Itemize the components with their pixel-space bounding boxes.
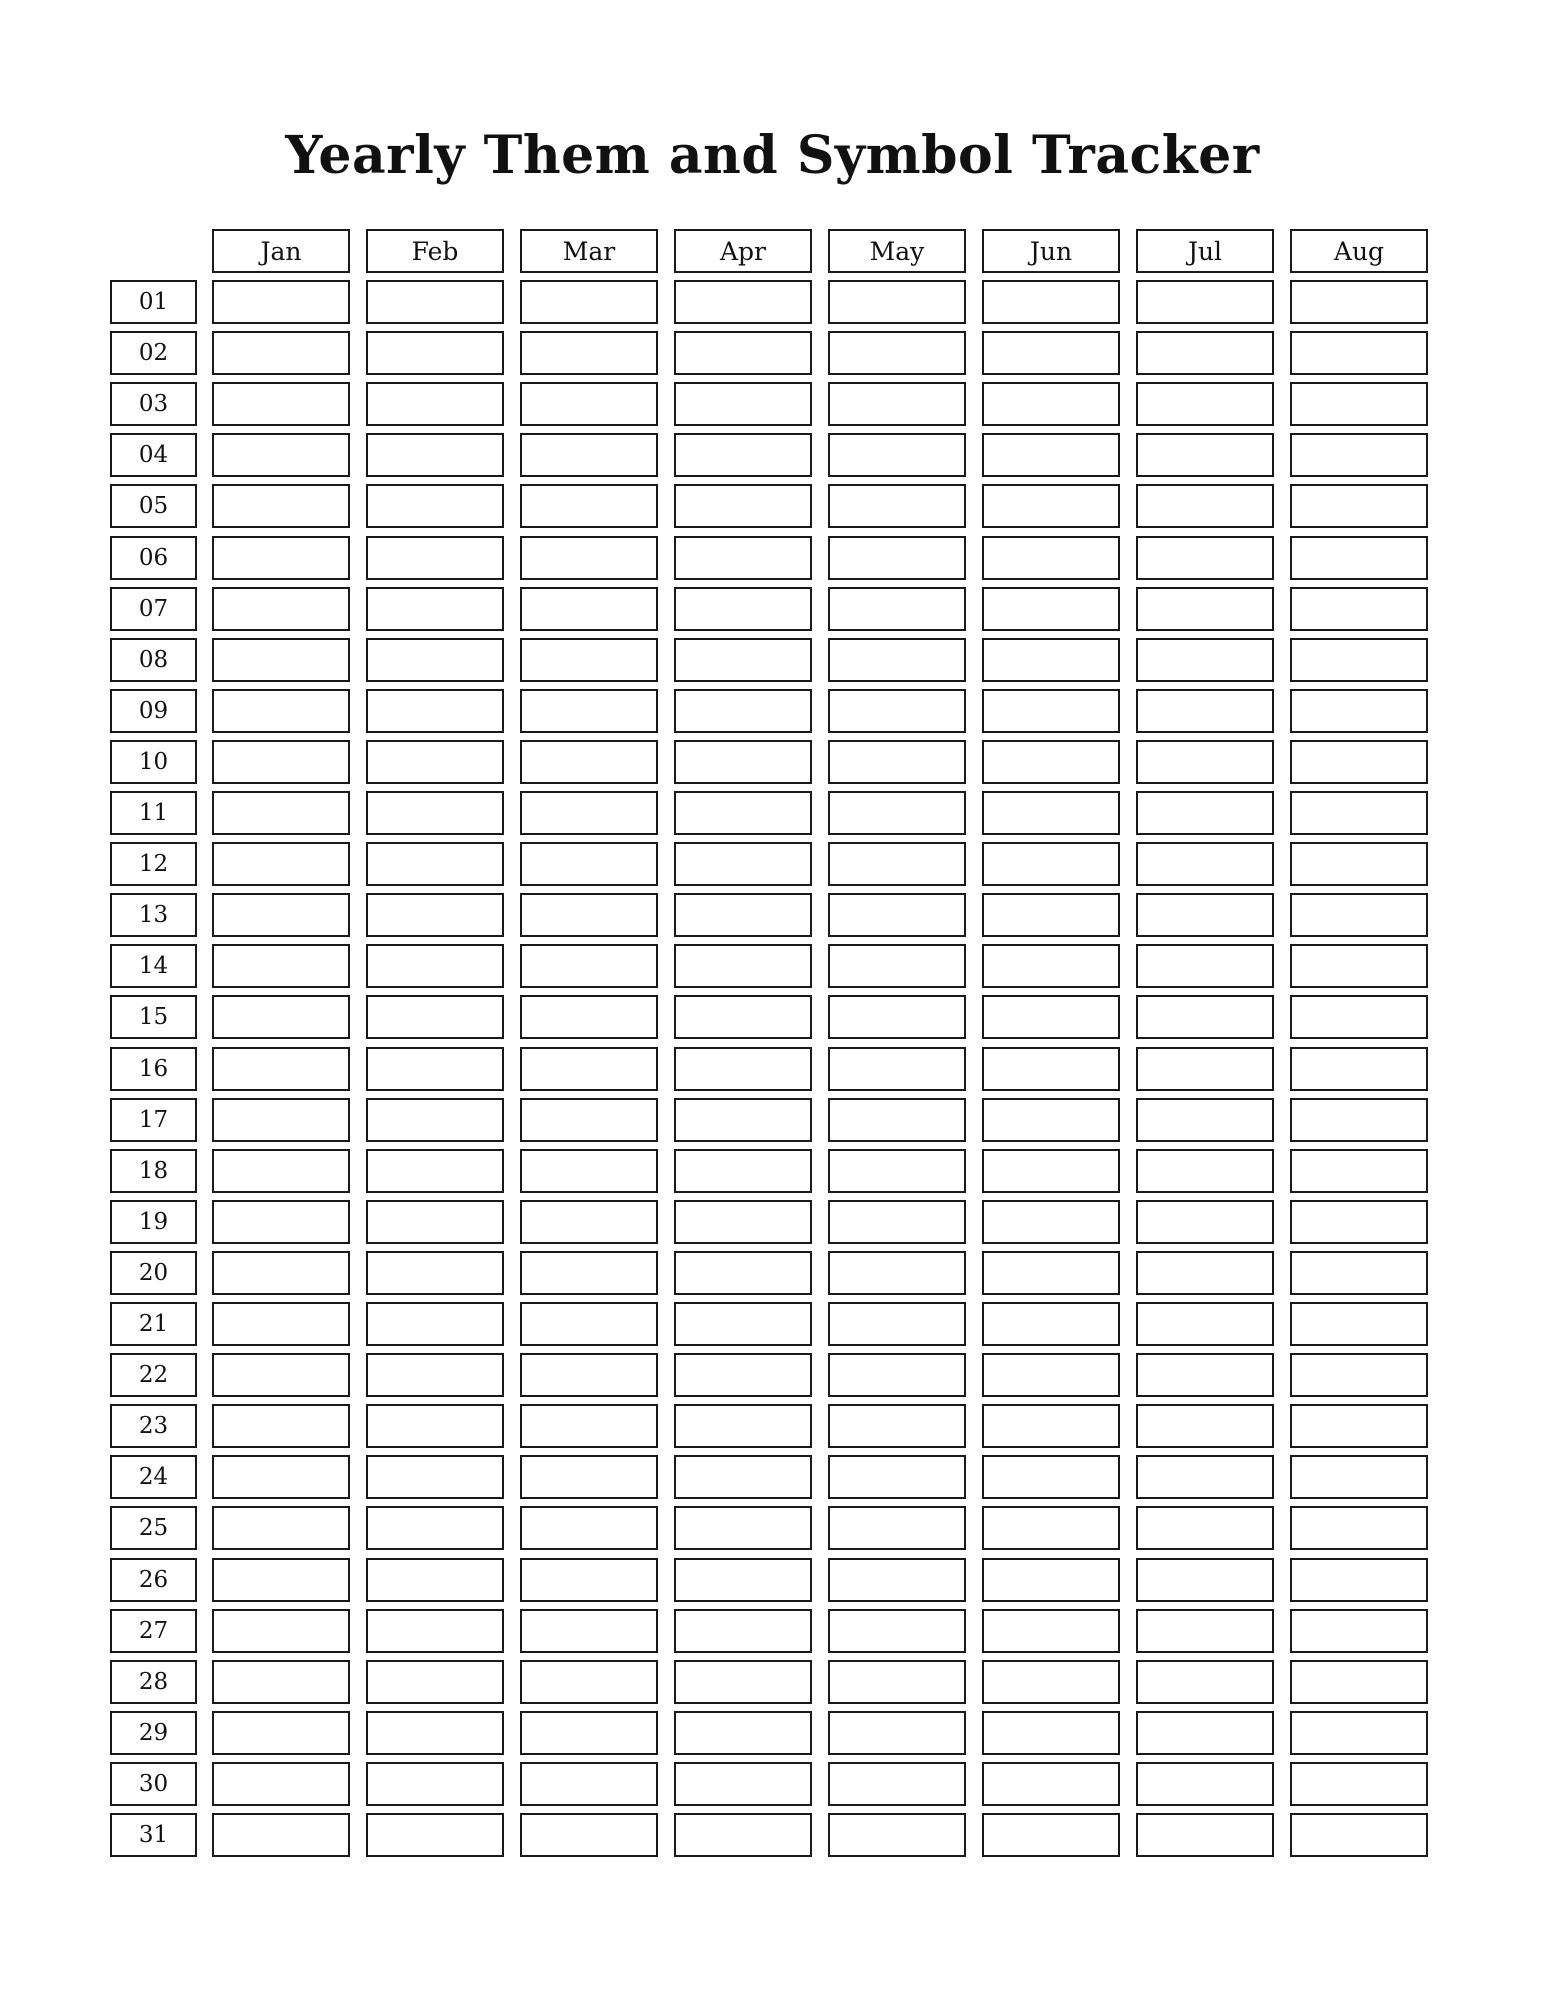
- tracker-cell-feb-13[interactable]: [366, 893, 504, 937]
- day-label-09: 09: [110, 689, 197, 733]
- tracker-cell-jan-17[interactable]: [212, 1098, 350, 1142]
- tracker-cell-aug-19[interactable]: [1290, 1200, 1428, 1244]
- tracker-cell-jun-16[interactable]: [982, 1047, 1120, 1091]
- tracker-cell-mar-27[interactable]: [520, 1609, 658, 1653]
- tracker-cell-jun-14[interactable]: [982, 944, 1120, 988]
- tracker-cell-feb-14[interactable]: [366, 944, 504, 988]
- tracker-cell-jul-18[interactable]: [1136, 1149, 1274, 1193]
- tracker-cell-mar-17[interactable]: [520, 1098, 658, 1142]
- tracker-cell-jan-15[interactable]: [212, 995, 350, 1039]
- tracker-cell-may-23[interactable]: [828, 1404, 966, 1448]
- tracker-cell-apr-22[interactable]: [674, 1353, 812, 1397]
- tracker-cell-feb-31[interactable]: [366, 1813, 504, 1857]
- tracker-cell-jun-25[interactable]: [982, 1506, 1120, 1550]
- day-label-23: 23: [110, 1404, 197, 1448]
- month-header-jul: Jul: [1136, 229, 1274, 273]
- tracker-cell-apr-23[interactable]: [674, 1404, 812, 1448]
- tracker-cell-may-26[interactable]: [828, 1558, 966, 1602]
- tracker-cell-jul-07[interactable]: [1136, 587, 1274, 631]
- tracker-cell-feb-27[interactable]: [366, 1609, 504, 1653]
- tracker-cell-may-04[interactable]: [828, 433, 966, 477]
- tracker-cell-mar-25[interactable]: [520, 1506, 658, 1550]
- tracker-cell-aug-08[interactable]: [1290, 638, 1428, 682]
- tracker-cell-apr-29[interactable]: [674, 1711, 812, 1755]
- tracker-cell-apr-17[interactable]: [674, 1098, 812, 1142]
- day-label-07: 07: [110, 587, 197, 631]
- tracker-cell-feb-07[interactable]: [366, 587, 504, 631]
- tracker-cell-feb-05[interactable]: [366, 484, 504, 528]
- tracker-cell-apr-14[interactable]: [674, 944, 812, 988]
- tracker-cell-jul-20[interactable]: [1136, 1251, 1274, 1295]
- tracker-cell-mar-13[interactable]: [520, 893, 658, 937]
- day-label-17: 17: [110, 1098, 197, 1142]
- tracker-cell-jun-08[interactable]: [982, 638, 1120, 682]
- tracker-cell-jun-12[interactable]: [982, 842, 1120, 886]
- tracker-cell-aug-28[interactable]: [1290, 1660, 1428, 1704]
- tracker-cell-apr-11[interactable]: [674, 791, 812, 835]
- tracker-cell-jun-26[interactable]: [982, 1558, 1120, 1602]
- tracker-cell-jul-08[interactable]: [1136, 638, 1274, 682]
- tracker-cell-jan-01[interactable]: [212, 280, 350, 324]
- tracker-cell-jun-03[interactable]: [982, 382, 1120, 426]
- tracker-cell-apr-18[interactable]: [674, 1149, 812, 1193]
- day-label-26: 26: [110, 1558, 197, 1602]
- tracker-cell-jan-23[interactable]: [212, 1404, 350, 1448]
- day-label-25: 25: [110, 1506, 197, 1550]
- tracker-cell-mar-02[interactable]: [520, 331, 658, 375]
- day-label-03: 03: [110, 382, 197, 426]
- day-label-20: 20: [110, 1251, 197, 1295]
- tracker-cell-feb-16[interactable]: [366, 1047, 504, 1091]
- tracker-cell-may-13[interactable]: [828, 893, 966, 937]
- tracker-cell-feb-29[interactable]: [366, 1711, 504, 1755]
- tracker-cell-aug-06[interactable]: [1290, 536, 1428, 580]
- tracker-cell-jul-06[interactable]: [1136, 536, 1274, 580]
- day-label-13: 13: [110, 893, 197, 937]
- tracker-cell-may-20[interactable]: [828, 1251, 966, 1295]
- tracker-cell-may-29[interactable]: [828, 1711, 966, 1755]
- tracker-cell-feb-30[interactable]: [366, 1762, 504, 1806]
- tracker-cell-jul-22[interactable]: [1136, 1353, 1274, 1397]
- tracker-cell-aug-30[interactable]: [1290, 1762, 1428, 1806]
- tracker-cell-jul-29[interactable]: [1136, 1711, 1274, 1755]
- tracker-cell-mar-18[interactable]: [520, 1149, 658, 1193]
- tracker-cell-aug-13[interactable]: [1290, 893, 1428, 937]
- tracker-cell-apr-09[interactable]: [674, 689, 812, 733]
- tracker-cell-may-01[interactable]: [828, 280, 966, 324]
- day-label-14: 14: [110, 944, 197, 988]
- tracker-cell-jun-05[interactable]: [982, 484, 1120, 528]
- tracker-cell-may-07[interactable]: [828, 587, 966, 631]
- tracker-cell-apr-20[interactable]: [674, 1251, 812, 1295]
- tracker-cell-jul-03[interactable]: [1136, 382, 1274, 426]
- day-label-04: 04: [110, 433, 197, 477]
- tracker-cell-jan-24[interactable]: [212, 1455, 350, 1499]
- tracker-cell-mar-15[interactable]: [520, 995, 658, 1039]
- tracker-cell-jan-04[interactable]: [212, 433, 350, 477]
- tracker-cell-apr-24[interactable]: [674, 1455, 812, 1499]
- tracker-cell-mar-10[interactable]: [520, 740, 658, 784]
- tracker-cell-apr-04[interactable]: [674, 433, 812, 477]
- tracker-cell-may-24[interactable]: [828, 1455, 966, 1499]
- tracker-cell-jan-22[interactable]: [212, 1353, 350, 1397]
- tracker-cell-mar-23[interactable]: [520, 1404, 658, 1448]
- tracker-cell-jul-09[interactable]: [1136, 689, 1274, 733]
- tracker-cell-aug-10[interactable]: [1290, 740, 1428, 784]
- tracker-cell-aug-02[interactable]: [1290, 331, 1428, 375]
- tracker-cell-apr-01[interactable]: [674, 280, 812, 324]
- tracker-cell-jul-30[interactable]: [1136, 1762, 1274, 1806]
- tracker-cell-aug-20[interactable]: [1290, 1251, 1428, 1295]
- tracker-cell-jun-09[interactable]: [982, 689, 1120, 733]
- tracker-cell-apr-31[interactable]: [674, 1813, 812, 1857]
- tracker-cell-jun-02[interactable]: [982, 331, 1120, 375]
- tracker-cell-jan-06[interactable]: [212, 536, 350, 580]
- tracker-cell-jul-31[interactable]: [1136, 1813, 1274, 1857]
- tracker-cell-mar-26[interactable]: [520, 1558, 658, 1602]
- tracker-cell-may-02[interactable]: [828, 331, 966, 375]
- tracker-cell-aug-22[interactable]: [1290, 1353, 1428, 1397]
- tracker-cell-jul-27[interactable]: [1136, 1609, 1274, 1653]
- tracker-cell-apr-03[interactable]: [674, 382, 812, 426]
- tracker-cell-feb-19[interactable]: [366, 1200, 504, 1244]
- tracker-cell-may-09[interactable]: [828, 689, 966, 733]
- tracker-cell-aug-15[interactable]: [1290, 995, 1428, 1039]
- tracker-cell-mar-03[interactable]: [520, 382, 658, 426]
- month-header-feb: Feb: [366, 229, 504, 273]
- tracker-cell-jul-13[interactable]: [1136, 893, 1274, 937]
- day-label-05: 05: [110, 484, 197, 528]
- day-label-19: 19: [110, 1200, 197, 1244]
- tracker-cell-jan-31[interactable]: [212, 1813, 350, 1857]
- tracker-cell-apr-19[interactable]: [674, 1200, 812, 1244]
- day-label-30: 30: [110, 1762, 197, 1806]
- day-label-16: 16: [110, 1047, 197, 1091]
- day-label-22: 22: [110, 1353, 197, 1397]
- tracker-cell-apr-30[interactable]: [674, 1762, 812, 1806]
- tracker-cell-may-28[interactable]: [828, 1660, 966, 1704]
- tracker-cell-aug-18[interactable]: [1290, 1149, 1428, 1193]
- tracker-cell-aug-12[interactable]: [1290, 842, 1428, 886]
- day-label-29: 29: [110, 1711, 197, 1755]
- tracker-cell-jan-26[interactable]: [212, 1558, 350, 1602]
- tracker-cell-feb-10[interactable]: [366, 740, 504, 784]
- tracker-cell-jun-30[interactable]: [982, 1762, 1120, 1806]
- tracker-cell-apr-27[interactable]: [674, 1609, 812, 1653]
- month-header-may: May: [828, 229, 966, 273]
- day-label-06: 06: [110, 536, 197, 580]
- tracker-cell-feb-03[interactable]: [366, 382, 504, 426]
- day-label-10: 10: [110, 740, 197, 784]
- tracker-cell-jan-28[interactable]: [212, 1660, 350, 1704]
- tracker-cell-may-16[interactable]: [828, 1047, 966, 1091]
- tracker-cell-jun-20[interactable]: [982, 1251, 1120, 1295]
- tracker-cell-may-31[interactable]: [828, 1813, 966, 1857]
- tracker-cell-jul-01[interactable]: [1136, 280, 1274, 324]
- tracker-cell-jun-29[interactable]: [982, 1711, 1120, 1755]
- tracker-cell-aug-24[interactable]: [1290, 1455, 1428, 1499]
- tracker-cell-jul-02[interactable]: [1136, 331, 1274, 375]
- month-header-jun: Jun: [982, 229, 1120, 273]
- tracker-cell-jan-02[interactable]: [212, 331, 350, 375]
- tracker-cell-mar-05[interactable]: [520, 484, 658, 528]
- month-header-jan: Jan: [212, 229, 350, 273]
- tracker-cell-jul-11[interactable]: [1136, 791, 1274, 835]
- tracker-cell-apr-08[interactable]: [674, 638, 812, 682]
- tracker-cell-mar-29[interactable]: [520, 1711, 658, 1755]
- tracker-cell-mar-30[interactable]: [520, 1762, 658, 1806]
- tracker-cell-mar-01[interactable]: [520, 280, 658, 324]
- tracker-cell-mar-21[interactable]: [520, 1302, 658, 1346]
- tracker-cell-feb-23[interactable]: [366, 1404, 504, 1448]
- tracker-cell-jun-06[interactable]: [982, 536, 1120, 580]
- tracker-cell-jan-07[interactable]: [212, 587, 350, 631]
- tracker-cell-jan-18[interactable]: [212, 1149, 350, 1193]
- tracker-cell-aug-01[interactable]: [1290, 280, 1428, 324]
- tracker-cell-aug-27[interactable]: [1290, 1609, 1428, 1653]
- tracker-cell-jun-23[interactable]: [982, 1404, 1120, 1448]
- tracker-cell-feb-28[interactable]: [366, 1660, 504, 1704]
- tracker-cell-apr-15[interactable]: [674, 995, 812, 1039]
- tracker-cell-feb-17[interactable]: [366, 1098, 504, 1142]
- day-label-11: 11: [110, 791, 197, 835]
- tracker-cell-mar-09[interactable]: [520, 689, 658, 733]
- tracker-cell-mar-06[interactable]: [520, 536, 658, 580]
- tracker-cell-apr-25[interactable]: [674, 1506, 812, 1550]
- tracker-cell-jun-19[interactable]: [982, 1200, 1120, 1244]
- tracker-cell-jan-25[interactable]: [212, 1506, 350, 1550]
- tracker-cell-jan-29[interactable]: [212, 1711, 350, 1755]
- tracker-cell-apr-07[interactable]: [674, 587, 812, 631]
- tracker-cell-feb-24[interactable]: [366, 1455, 504, 1499]
- tracker-cell-feb-26[interactable]: [366, 1558, 504, 1602]
- tracker-cell-jul-19[interactable]: [1136, 1200, 1274, 1244]
- tracker-cell-feb-08[interactable]: [366, 638, 504, 682]
- tracker-cell-jan-13[interactable]: [212, 893, 350, 937]
- tracker-cell-may-03[interactable]: [828, 382, 966, 426]
- tracker-cell-jul-26[interactable]: [1136, 1558, 1274, 1602]
- tracker-cell-may-10[interactable]: [828, 740, 966, 784]
- tracker-cell-may-06[interactable]: [828, 536, 966, 580]
- tracker-cell-feb-02[interactable]: [366, 331, 504, 375]
- tracker-cell-jul-15[interactable]: [1136, 995, 1274, 1039]
- tracker-cell-jun-07[interactable]: [982, 587, 1120, 631]
- day-label-24: 24: [110, 1455, 197, 1499]
- tracker-cell-jan-10[interactable]: [212, 740, 350, 784]
- tracker-cell-jan-16[interactable]: [212, 1047, 350, 1091]
- day-label-01: 01: [110, 280, 197, 324]
- day-label-12: 12: [110, 842, 197, 886]
- tracker-cell-jun-01[interactable]: [982, 280, 1120, 324]
- day-label-18: 18: [110, 1149, 197, 1193]
- tracker-cell-feb-22[interactable]: [366, 1353, 504, 1397]
- tracker-cell-aug-25[interactable]: [1290, 1506, 1428, 1550]
- tracker-cell-mar-12[interactable]: [520, 842, 658, 886]
- tracker-cell-aug-07[interactable]: [1290, 587, 1428, 631]
- tracker-cell-aug-11[interactable]: [1290, 791, 1428, 835]
- tracker-cell-apr-06[interactable]: [674, 536, 812, 580]
- tracker-cell-aug-04[interactable]: [1290, 433, 1428, 477]
- tracker-cell-aug-09[interactable]: [1290, 689, 1428, 733]
- tracker-cell-may-27[interactable]: [828, 1609, 966, 1653]
- tracker-cell-mar-07[interactable]: [520, 587, 658, 631]
- tracker-cell-mar-04[interactable]: [520, 433, 658, 477]
- tracker-cell-jan-03[interactable]: [212, 382, 350, 426]
- tracker-cell-aug-26[interactable]: [1290, 1558, 1428, 1602]
- tracker-cell-jun-31[interactable]: [982, 1813, 1120, 1857]
- tracker-cell-jul-14[interactable]: [1136, 944, 1274, 988]
- tracker-cell-may-05[interactable]: [828, 484, 966, 528]
- tracker-cell-feb-01[interactable]: [366, 280, 504, 324]
- tracker-cell-apr-26[interactable]: [674, 1558, 812, 1602]
- tracker-cell-mar-16[interactable]: [520, 1047, 658, 1091]
- tracker-cell-jun-18[interactable]: [982, 1149, 1120, 1193]
- tracker-cell-apr-13[interactable]: [674, 893, 812, 937]
- tracker-cell-mar-11[interactable]: [520, 791, 658, 835]
- tracker-cell-feb-15[interactable]: [366, 995, 504, 1039]
- tracker-cell-aug-05[interactable]: [1290, 484, 1428, 528]
- tracker-cell-jun-15[interactable]: [982, 995, 1120, 1039]
- tracker-cell-feb-11[interactable]: [366, 791, 504, 835]
- tracker-cell-aug-03[interactable]: [1290, 382, 1428, 426]
- tracker-cell-jun-27[interactable]: [982, 1609, 1120, 1653]
- month-header-aug: Aug: [1290, 229, 1428, 273]
- tracker-cell-jun-17[interactable]: [982, 1098, 1120, 1142]
- tracker-cell-mar-24[interactable]: [520, 1455, 658, 1499]
- tracker-cell-may-30[interactable]: [828, 1762, 966, 1806]
- day-label-28: 28: [110, 1660, 197, 1704]
- tracker-cell-aug-17[interactable]: [1290, 1098, 1428, 1142]
- tracker-cell-feb-06[interactable]: [366, 536, 504, 580]
- tracker-cell-may-21[interactable]: [828, 1302, 966, 1346]
- tracker-cell-apr-02[interactable]: [674, 331, 812, 375]
- tracker-cell-may-11[interactable]: [828, 791, 966, 835]
- tracker-cell-jan-09[interactable]: [212, 689, 350, 733]
- tracker-cell-may-22[interactable]: [828, 1353, 966, 1397]
- tracker-cell-aug-14[interactable]: [1290, 944, 1428, 988]
- day-label-27: 27: [110, 1609, 197, 1653]
- tracker-cell-jul-17[interactable]: [1136, 1098, 1274, 1142]
- tracker-cell-jan-19[interactable]: [212, 1200, 350, 1244]
- tracker-cell-jun-11[interactable]: [982, 791, 1120, 835]
- tracker-cell-feb-04[interactable]: [366, 433, 504, 477]
- tracker-cell-feb-18[interactable]: [366, 1149, 504, 1193]
- tracker-cell-jul-25[interactable]: [1136, 1506, 1274, 1550]
- month-header-apr: Apr: [674, 229, 812, 273]
- tracker-cell-mar-20[interactable]: [520, 1251, 658, 1295]
- tracker-cell-jan-14[interactable]: [212, 944, 350, 988]
- tracker-cell-apr-12[interactable]: [674, 842, 812, 886]
- tracker-cell-jun-21[interactable]: [982, 1302, 1120, 1346]
- day-label-02: 02: [110, 331, 197, 375]
- tracker-cell-jun-04[interactable]: [982, 433, 1120, 477]
- day-label-15: 15: [110, 995, 197, 1039]
- tracker-cell-aug-31[interactable]: [1290, 1813, 1428, 1857]
- tracker-cell-jul-04[interactable]: [1136, 433, 1274, 477]
- tracker-cell-jan-27[interactable]: [212, 1609, 350, 1653]
- tracker-cell-may-17[interactable]: [828, 1098, 966, 1142]
- tracker-cell-jul-28[interactable]: [1136, 1660, 1274, 1704]
- tracker-cell-jan-08[interactable]: [212, 638, 350, 682]
- tracker-cell-jul-10[interactable]: [1136, 740, 1274, 784]
- tracker-cell-jul-21[interactable]: [1136, 1302, 1274, 1346]
- tracker-cell-may-15[interactable]: [828, 995, 966, 1039]
- tracker-cell-may-25[interactable]: [828, 1506, 966, 1550]
- tracker-cell-jan-12[interactable]: [212, 842, 350, 886]
- tracker-cell-jun-13[interactable]: [982, 893, 1120, 937]
- tracker-cell-jan-20[interactable]: [212, 1251, 350, 1295]
- tracker-cell-jun-28[interactable]: [982, 1660, 1120, 1704]
- tracker-cell-jan-11[interactable]: [212, 791, 350, 835]
- tracker-cell-jan-21[interactable]: [212, 1302, 350, 1346]
- tracker-cell-jul-12[interactable]: [1136, 842, 1274, 886]
- tracker-cell-jul-05[interactable]: [1136, 484, 1274, 528]
- month-header-mar: Mar: [520, 229, 658, 273]
- tracker-cell-jul-23[interactable]: [1136, 1404, 1274, 1448]
- day-label-08: 08: [110, 638, 197, 682]
- tracker-cell-jan-05[interactable]: [212, 484, 350, 528]
- page-title: Yearly Them and Symbol Tracker: [285, 125, 1260, 186]
- tracker-cell-aug-16[interactable]: [1290, 1047, 1428, 1091]
- tracker-cell-jun-10[interactable]: [982, 740, 1120, 784]
- tracker-cell-apr-28[interactable]: [674, 1660, 812, 1704]
- tracker-cell-apr-10[interactable]: [674, 740, 812, 784]
- tracker-cell-feb-21[interactable]: [366, 1302, 504, 1346]
- tracker-cell-apr-16[interactable]: [674, 1047, 812, 1091]
- tracker-cell-mar-19[interactable]: [520, 1200, 658, 1244]
- tracker-cell-apr-05[interactable]: [674, 484, 812, 528]
- tracker-cell-feb-09[interactable]: [366, 689, 504, 733]
- tracker-cell-jun-22[interactable]: [982, 1353, 1120, 1397]
- tracker-cell-may-12[interactable]: [828, 842, 966, 886]
- day-label-21: 21: [110, 1302, 197, 1346]
- tracker-cell-aug-29[interactable]: [1290, 1711, 1428, 1755]
- tracker-cell-mar-28[interactable]: [520, 1660, 658, 1704]
- day-label-31: 31: [110, 1813, 197, 1857]
- tracker-cell-apr-21[interactable]: [674, 1302, 812, 1346]
- tracker-cell-mar-31[interactable]: [520, 1813, 658, 1857]
- tracker-cell-jan-30[interactable]: [212, 1762, 350, 1806]
- tracker-cell-may-14[interactable]: [828, 944, 966, 988]
- tracker-cell-jul-16[interactable]: [1136, 1047, 1274, 1091]
- tracker-cell-feb-12[interactable]: [366, 842, 504, 886]
- tracker-cell-jun-24[interactable]: [982, 1455, 1120, 1499]
- tracker-cell-aug-23[interactable]: [1290, 1404, 1428, 1448]
- tracker-cell-mar-14[interactable]: [520, 944, 658, 988]
- tracker-cell-mar-22[interactable]: [520, 1353, 658, 1397]
- tracker-cell-aug-21[interactable]: [1290, 1302, 1428, 1346]
- tracker-cell-may-18[interactable]: [828, 1149, 966, 1193]
- tracker-cell-feb-20[interactable]: [366, 1251, 504, 1295]
- tracker-cell-mar-08[interactable]: [520, 638, 658, 682]
- tracker-cell-may-08[interactable]: [828, 638, 966, 682]
- tracker-cell-jul-24[interactable]: [1136, 1455, 1274, 1499]
- tracker-cell-feb-25[interactable]: [366, 1506, 504, 1550]
- tracker-cell-may-19[interactable]: [828, 1200, 966, 1244]
